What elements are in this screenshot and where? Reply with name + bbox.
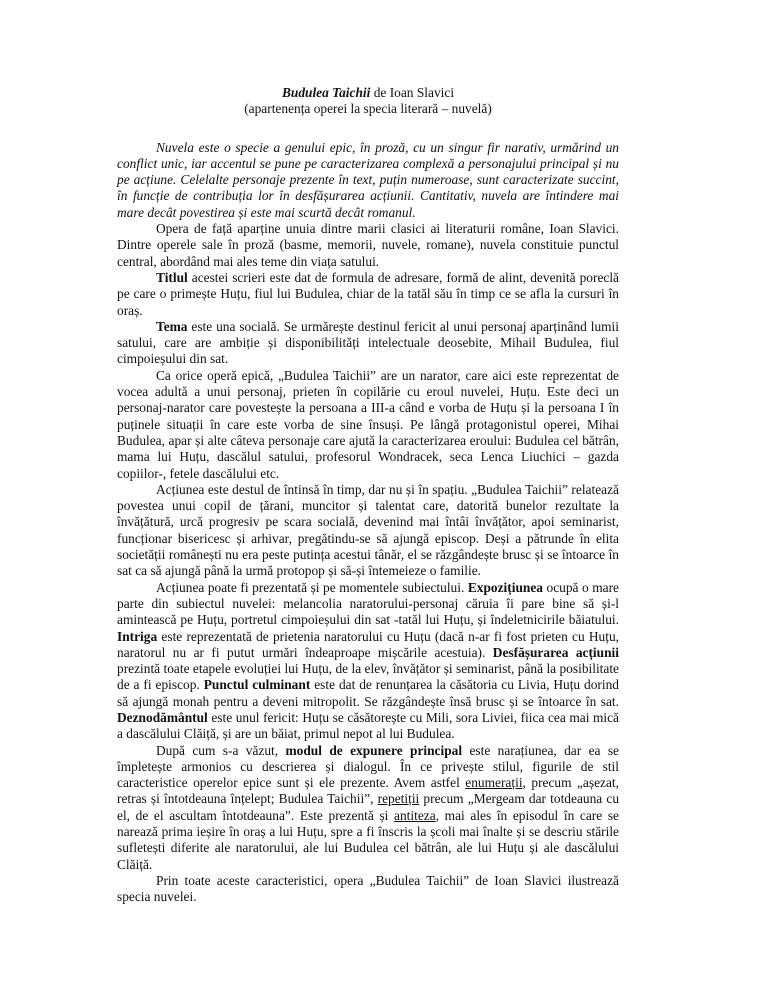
paragraph-author: Opera de față aparține unuia dintre marii clasici ai literaturii române, Ioan Slavici. Dintre operele sale în proză (basme, memorii, nuvele, romane), nuvela constituie punctul central, abordând mai ales teme din viața satului. — [117, 221, 619, 269]
work-title: Budulea Taichii — [281, 85, 371, 100]
term-antiteza: antiteza — [394, 807, 436, 823]
paragraph-style: După cum s-a văzut, modul de expunere principal este narațiunea, dar ea se împletește armonios cu descrierea și dialogul. În ce privește stilul, figurile de stil caracteristice operelor epice sunt și ele prezente. Avem astfel enumerații, precum „așezat, retras și întotdeauna înțelept; Budulea Taichii”, repetiții precum „Mergeam dar totdeauna cu el, de el ascultam întotdeauna”. Este prezentă și antiteza, mai ales în episodul în care se narează prima ieșire în oraș a lui Huțu, spre a fi înscris la școli mai înalte și se descriu stările sufletești diferite ale naratorului, ale lui Budulea cel bătrân, ale lui Huțu și ale dascălului Clăiță. — [117, 742, 620, 872]
document-title — [117, 85, 619, 101]
paragraph-plot-moments: Acțiunea poate fi prezentată și pe momentele subiectului. Expozițiunea ocupă o mare parte din subiectul nuvelei: melancolia naratorului-personaj căruia îi pare bine să și-l amintească pe Huțu, portretul cimpoieșului din sat -tatăl lui Huțu, și îndeletnicirile băiatului. Intriga este reprezentată de prietenia naratorului cu Huțu (dacă n-ar fi fost prieten cu Huțu, naratorul nu ar fi putut urmări îndeaproape mișcările acestuia). Desfășurarea acțiunii prezintă toate etapele evoluției lui Huțu, de la elev, învățător și seminarist, până la posibilitate de a fi episcop. Punctul culminant este dat de renunțarea la căsătoria cu Livia, Huțu dorind să ajungă monah pentru a deveni mitropolit. Se răzgândește însă brusc și se întoarce în sat. Deznodământul este unul fericit: Huțu se căsătorește cu Mili, sora Liviei, fiica cea mai mică a dascălului Clăiță, și are un băiat, primul nepot al lui Budulea. — [117, 579, 620, 742]
term-mod-expunere: modul de expunere principal — [285, 742, 463, 758]
term-deznodamantul: Deznodământul — [117, 709, 208, 725]
term-punctul-culminant: Punctul culminant — [203, 677, 311, 693]
term-enumeratii: enumerații — [465, 775, 523, 791]
document-subtitle: (apartenența operei la specia literară – nuvelă) — [244, 101, 492, 117]
paragraph-narrator: Ca orice operă epică, „Budulea Taichii” are un narator, care aici este reprezentat de vocea adultă a unui personaj, prieten în copilărie cu eroul nuvelei, Huțu. Este deci un personaj-narator care povestește la persoana a III-a când e vorba de Huțu și la persoana I în puținele situații în care este vorba de sine însuși. Pe lângă protagonistul operei, Mihai Budulea, apar și alte câteva personaje care ajută la caracterizarea eroului: Budulea cel bătrân, mama lui Huțu, dascălul satului, profesorul Wondracek, seca Lenca Liuchici – gazda copiilor-, fetele dascălului etc. — [117, 367, 619, 481]
author: de Ioan Slavici — [370, 85, 455, 100]
paragraph-conclusion: Prin toate aceste caracteristici, opera „Budulea Taichii” de Ioan Slavici ilustrează specia nuvelei. — [117, 872, 619, 905]
term-intriga: Intriga — [117, 628, 158, 644]
term-repetitii: repetiții — [377, 791, 420, 807]
term-expozitiunea: Expozițiunea — [467, 579, 543, 595]
paragraph-theme: Tema este una socială. Se urmărește destinul fericit al unui personaj aparținând lumii satului, care are ambiție și disponibilități intelectuale deosebite, Mihail Budulea, fiul cimpoieșului din sat. — [117, 318, 619, 367]
paragraph-title: Titlul acestei scrieri este dat de formula de adresare, formă de alint, devenită poreclă pe care o primește Huțu, fiul lui Budulea, chiar de la tatăl său în timp ce se afla la cursuri în oraș. — [117, 269, 619, 318]
intro-paragraph: Nuvela este o specie a genului epic, în proză, cu un singur fir narativ, urmărind un conflict unic, iar accentul se pune pe caracterizarea complexă a personajului principal și nu pe acțiune. Celelalte personaje prezente în text, puțin numeroase, sunt caracterizate succint, în funcție de contribuția lor în desfășurarea acțiunii. Cantitativ, nuvela are întindere mai mare decât povestirea și este mai scurtă decât romanul. — [117, 139, 619, 220]
term-title: Titlul — [156, 269, 188, 285]
term-theme: Tema — [156, 318, 188, 334]
term-desfasurarea: Desfășurarea acțiunii — [492, 644, 619, 660]
paragraph-action: Acțiunea este destul de întinsă în timp, dar nu și în spațiu. „Budulea Taichii” relatează povestea unui copil de țărani, muncitor și talentat care, datorită bunelor rezultate la învățătură, urcă progresiv pe scara socială, devenind mai întâi învățător, apoi seminarist, funcționar bisericesc și arhivar, pregătindu-se să ajungă episcop. Deși a pătrunde în elita societății românești nu era peste putința acestui tânăr, el se răzgândește brusc și se întoarce în sat ca să ajungă până la urmă protopop și să-și întemeieze o familie. — [117, 481, 619, 579]
